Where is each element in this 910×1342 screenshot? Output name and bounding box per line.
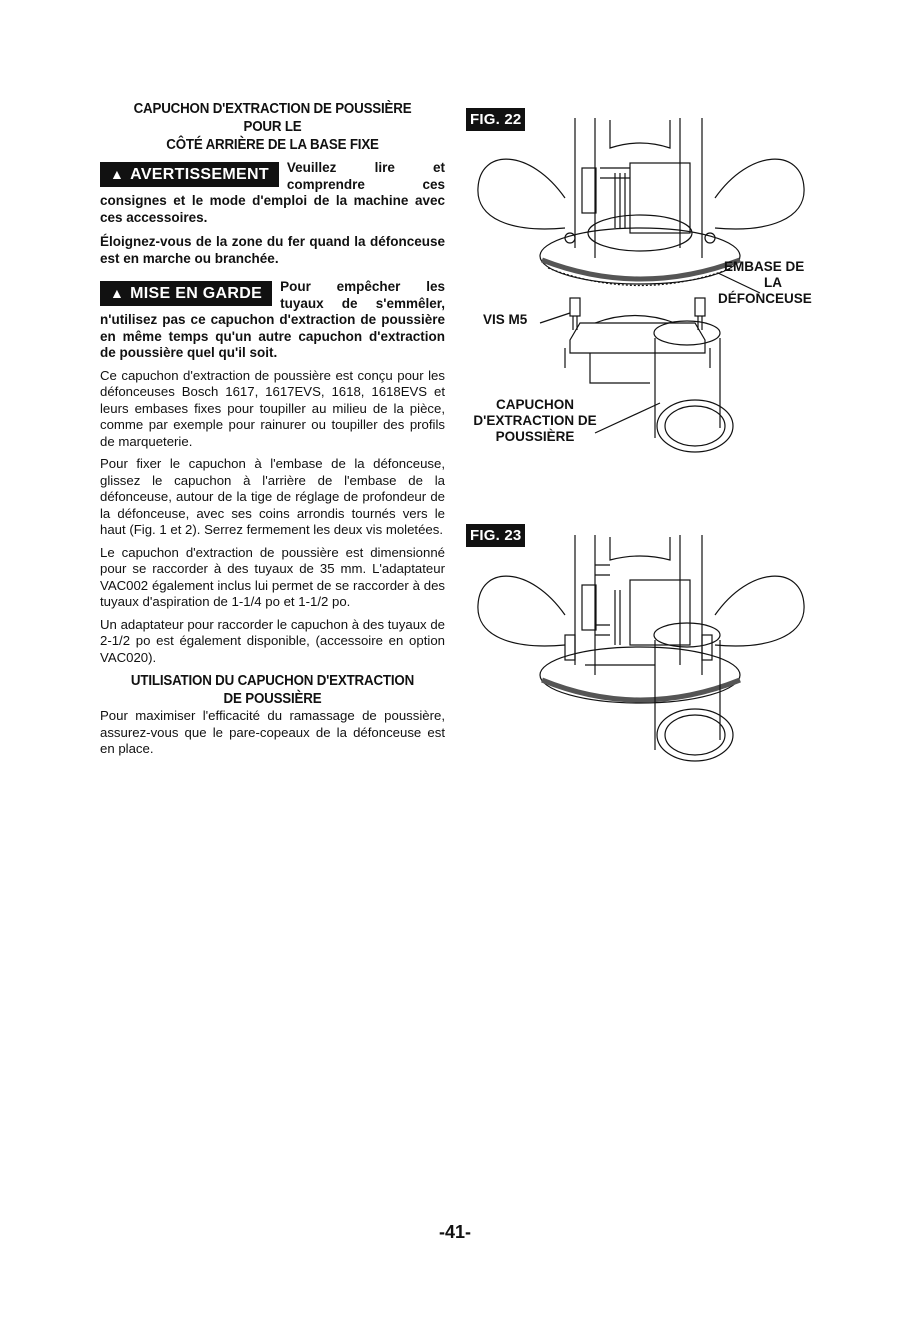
fig-23-label: FIG. 23 [466, 524, 525, 547]
callout-hood-line-2: D'EXTRACTION DE [473, 413, 597, 428]
warning-block [100, 160, 445, 226]
warning-text: Veuillez lire et comprendre ces consignes et le mode d'emploi de la machine avec ces accessoires. [100, 160, 445, 225]
left-column [100, 100, 445, 758]
caution-triangle-icon: ▲ [110, 285, 125, 301]
callout-m5-screw: VIS M5 [483, 312, 528, 327]
paragraph-adapter: Un adaptateur pour raccorder le capuchon à des tuyaux de 2-1/2 po est également disponible, (accessoire en option VAC020). [100, 616, 445, 665]
callout-base-line-1: EMBASE DE [724, 259, 805, 274]
heading-line-2: CÔTÉ ARRIÈRE DE LA BASE FIXE [166, 137, 379, 153]
callout-router-base [718, 259, 812, 307]
warning-triangle-icon: ▲ [110, 166, 125, 182]
callout-base-line-2: LA [764, 275, 782, 290]
usage-heading-line-2: DE POUSSIÈRE [223, 691, 322, 707]
page-number: -41- [438, 1222, 471, 1242]
heading-line-1: CAPUCHON D'EXTRACTION DE POUSSIÈRE POUR LE [133, 101, 412, 135]
paragraph-hose-size: Le capuchon d'extraction de poussière est dimensionné pour se raccorder à des tuyaux de 35 mm. L'adaptateur VAC002 également inclus lui permet de se raccorder à des tuyaux d'aspiration de 1-1/4 po et 1-1/2 po. [100, 544, 445, 609]
callout-dust-hood [470, 397, 600, 445]
caution-badge [100, 281, 272, 306]
warning-text-2: Éloignez-vous de la zone du fer quand la défonceuse est en marche ou branchée. [100, 234, 445, 266]
paragraph-attach: Pour fixer le capuchon à l'embase de la défonceuse, glissez le capuchon à l'arrière de l'embase de la défonceuse, autour de la tige de réglage de profondeur de la défonceuse, avec ses coins arrondis tournés vers le haut (Fig. 1 et 2). Serrez fermement les deux vis moletées. [100, 456, 445, 537]
fig-23-router-illustration [470, 535, 820, 770]
warning-badge-label: AVERTISSEMENT [130, 166, 269, 183]
callout-base-line-3: DÉFONCEUSE [718, 291, 812, 306]
usage-heading-line-1: UTILISATION DU CAPUCHON D'EXTRACTION [130, 673, 415, 689]
paragraph-usage: Pour maximiser l'efficacité du ramassage de poussière, assurez-vous que le pare-copeaux de la défonceuse est en place. [100, 708, 445, 756]
section-heading-dust-hood [114, 100, 431, 154]
paragraph-compatibility: Ce capuchon d'extraction de poussière est conçu pour les défonceuses Bosch 1617, 1617EVS, 1618, 1618EVS et leurs embases fixes pour toupiller au milieu de la pièce, comme par exemple pour rainurer ou toupiller des profils de marqueterie. [100, 367, 445, 449]
caution-text: Pour empêcher les tuyaux de s'emmêler, n'utilisez pas ce capuchon d'extraction de poussière en même temps qu'un autre capuchon d'extraction de poussière quel qu'il soit. [100, 279, 445, 360]
caution-block [100, 279, 445, 362]
warning-badge [100, 162, 279, 187]
callout-hood-line-3: POUSSIÈRE [495, 429, 575, 444]
callout-hood-line-1: CAPUCHON [495, 397, 574, 412]
fig-22-label: FIG. 22 [466, 108, 525, 131]
caution-badge-label: MISE EN GARDE [130, 285, 263, 302]
section-heading-usage [114, 672, 431, 708]
